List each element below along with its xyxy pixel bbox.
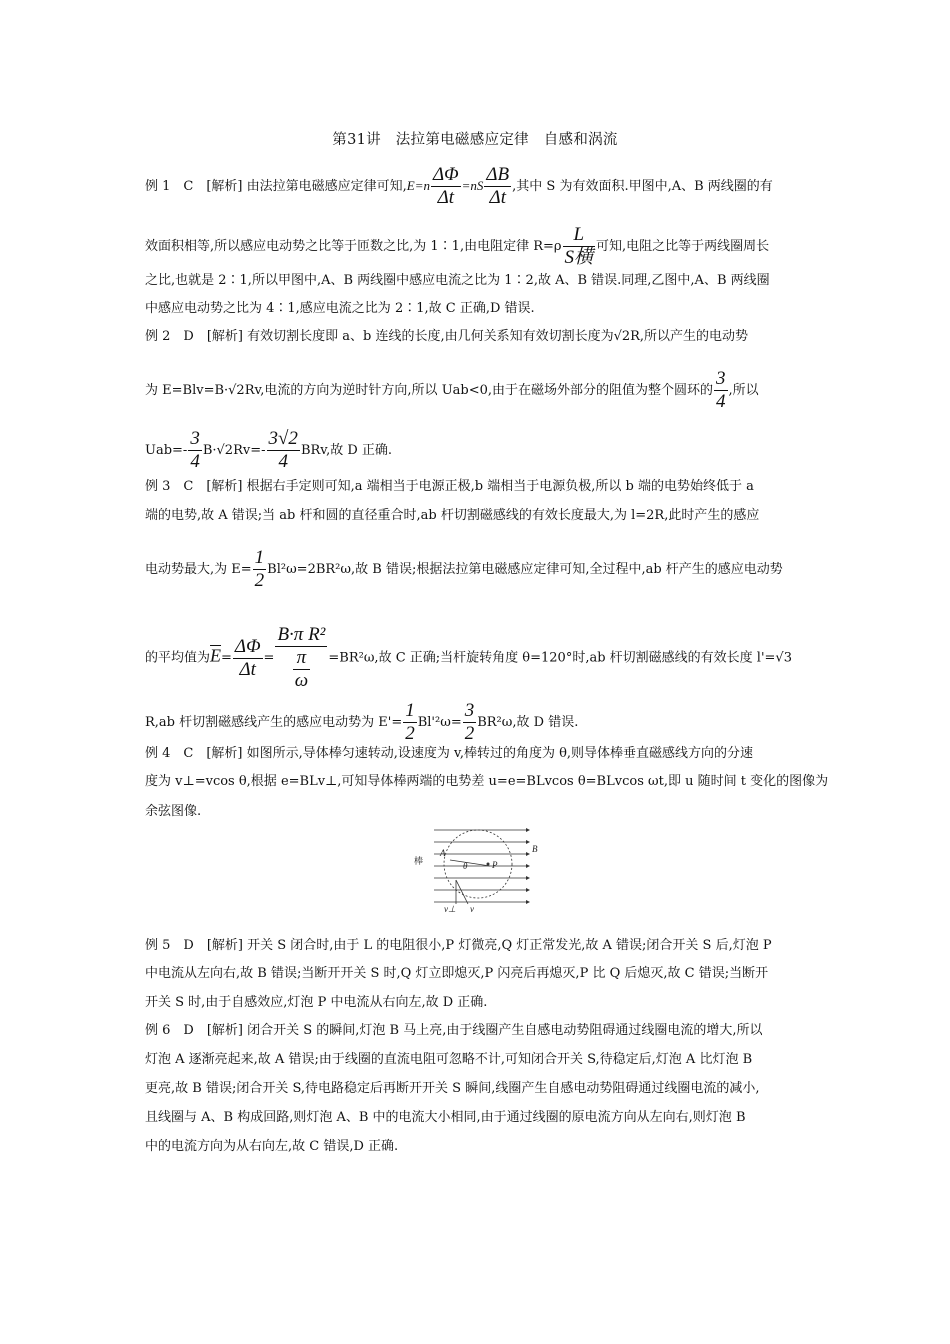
ex3-line-3 — [145, 547, 815, 592]
ex3-text-3b: Bl²ω=2BR²ω,故 B 错误;根据法拉第电磁感应定律可知,全过程中,ab 杆产生的感应电动势 — [267, 562, 783, 577]
ex3-text-5c: BR²ω,故 D 错误. — [477, 715, 579, 730]
ex4-line-2: 度为 v⊥=vcos θ,根据 e=BLv⊥,可知导体棒两端的电势差 u=e=BLvcos θ=BLvcos ωt,即 u 随时间 t 变化的图像为 — [145, 774, 829, 789]
frac-numerator: 3√2 — [268, 428, 298, 449]
rod-line — [450, 860, 490, 866]
frac-denominator: 4 — [716, 391, 726, 412]
rotating-rod-figure — [408, 824, 548, 916]
ex2-line-1: 例 2 D [解析] 有效切割长度即 a、b 连线的长度,由几何关系知有效切割长度为√2R,所以产生的电动势 — [145, 329, 749, 344]
ex1-frac-L-S — [563, 224, 596, 269]
frac-denominator: ω — [294, 670, 309, 691]
frac-denominator: 4 — [190, 451, 200, 472]
arrow-head — [526, 900, 530, 904]
ex1-text-2b: 可知,电阻之比等于两线圈周长 — [596, 239, 770, 254]
ex3-frac-3-2 — [463, 700, 477, 745]
ex3-frac-complex — [275, 624, 327, 692]
ex4-line-1: 例 4 C [解析] 如图所示,导体棒匀速转动,设速度为 v,棒转过的角度为 θ,则导体棒垂直磁感线方向的分速 — [145, 746, 754, 761]
ex2-text-3b: B·√2Rv=- — [202, 443, 266, 458]
label-P: P — [492, 860, 498, 870]
ex3-text-5a: R,ab 杆切割磁感线产生的感应电动势为 E'= — [145, 715, 403, 730]
ex1-frac-dphi-dt — [431, 164, 461, 209]
ex6-line-4: 且线圈与 A、B 构成回路,则灯泡 A、B 中的电流大小相同,由于通过线圈的原电流方向从左向右,则灯泡 B — [145, 1110, 746, 1125]
ex3-frac-pi-omega — [291, 647, 312, 692]
ex3-text-4a: 的平均值为 — [145, 650, 211, 666]
label-theta: θ — [463, 861, 468, 871]
ex1-text-2a: 效面积相等,所以感应电动势之比等于匝数之比,为 1∶1,由电阻定律 R=ρ — [145, 239, 562, 254]
ex3-Ebar: $\overline{E}$ — [210, 645, 222, 666]
arrow-head — [526, 852, 530, 856]
ex1-E-eq: E=n — [406, 178, 430, 193]
ex5-line-2: 中电流从左向右,故 B 错误;当断开开关 S 时,Q 灯立即熄灭,P 闪亮后再熄灭,P 比 Q 后熄灭,故 C 错误;当断开 — [145, 966, 769, 981]
ex1-frac-db-dt — [484, 164, 511, 209]
ex2-line-3 — [145, 428, 815, 473]
frac-numerator: ΔΦ — [432, 164, 459, 185]
frac-denominator: Δt — [437, 187, 455, 208]
ex3-eq: = — [221, 650, 232, 666]
ex3-frac-dphi-dt — [233, 636, 263, 681]
point-P — [487, 863, 490, 866]
ex5-line-3: 开关 S 时,由于自感效应,灯泡 P 中电流从右向左,故 D 正确. — [145, 995, 488, 1010]
ex1-line-4: 中感应电动势之比为 4∶1,感应电流之比为 2∶1,故 C 正确,D 错误. — [145, 301, 535, 316]
label-rod: 棒 — [414, 856, 424, 866]
ex2-text-3c: BRv,故 D 正确. — [300, 443, 393, 458]
frac-numerator: ΔΦ — [234, 635, 261, 657]
frac-numerator: 3 — [190, 428, 200, 449]
page-title: 第31讲 法拉第电磁感应定律 自感和涡流 — [332, 132, 618, 148]
ex6-line-2: 灯泡 A 逐渐亮起来,故 A 错误;由于线圈的直流电阻可忽略不计,可知闭合开关 S,待稳定后,灯泡 A 比灯泡 B — [145, 1052, 753, 1067]
frac-numerator: 1 — [405, 700, 415, 721]
ex1-line-1 — [145, 164, 815, 209]
velocity-vector — [456, 880, 468, 904]
ex6-line-3: 更亮,故 B 错误;闭合开关 S,待电路稳定后再断开开关 S 瞬间,线圈产生自感电动势阻碍通过线圈电流的减小, — [145, 1081, 760, 1096]
ex2-text-2a: 为 E=Blv=B·√2Rv,电流的方向为逆时针方向,所以 Uab<0,由于在磁场外部分的阻值为整个圆环的 — [145, 383, 714, 398]
frac-denominator: 2 — [254, 570, 265, 591]
ex1-eq-nS: =nS — [461, 178, 484, 193]
label-v: v — [470, 904, 474, 914]
ex2-frac-3root2-4 — [267, 428, 300, 473]
frac-numerator: 3 — [464, 700, 475, 721]
ex2-frac-3-4 — [714, 368, 728, 413]
ex5-line-1: 例 5 D [解析] 开关 S 闭合时,由于 L 的电阻很小,P 灯微亮,Q 灯正常发光,故 A 错误;闭合开关 S 后,灯泡 P — [145, 938, 772, 953]
ex3-eq2: = — [263, 650, 275, 666]
frac-denominator: Δt — [489, 187, 506, 208]
ex2-text-2b: ,所以 — [728, 383, 759, 398]
arrow-head — [526, 828, 530, 832]
frac-denominator: 4 — [278, 451, 288, 472]
arrow-head — [526, 864, 530, 868]
frac-numerator: ΔB — [486, 164, 510, 185]
frac-denominator: 2 — [405, 723, 415, 744]
frac-numerator: 1 — [254, 547, 265, 568]
ex1-text-1a: 例 1 C [解析] 由法拉第电磁感应定律可知, — [145, 179, 407, 194]
frac-denominator: Δt — [239, 658, 256, 680]
frac-numerator: π — [293, 647, 310, 670]
ex2-text-3a: Uab=- — [145, 443, 188, 458]
ex2-line-2 — [145, 368, 815, 413]
ex3-line-1: 例 3 C [解析] 根据右手定则可知,a 端相当于电源正极,b 端相当于电源负极,所以 b 端的电势始终低于 a — [145, 479, 754, 494]
ex3-frac-1-2 — [253, 547, 267, 592]
ex2-frac-3-4b — [188, 428, 202, 473]
ex3-line-2: 端的电势,故 A 错误;当 ab 杆和圆的直径重合时,ab 杆切割磁感线的有效长度最大,为 l=2R,此时产生的感应 — [145, 508, 760, 523]
ex3-line-4 — [145, 624, 815, 692]
ex1-text-1b: ,其中 S 为有效面积.甲图中,A、B 两线圈的有 — [512, 179, 773, 194]
frac-numerator: L — [563, 224, 596, 247]
ex3-text-5b: Bl'²ω= — [417, 715, 462, 730]
label-A: A — [440, 848, 446, 858]
ex4-line-3: 余弦图像. — [145, 804, 202, 819]
ex3-text-4b: =BR²ω,故 C 正确;当杆旋转角度 θ=120°时,ab 杆切割磁感线的有效长度 l'=√3 — [328, 650, 792, 666]
frac-denominator: 2 — [464, 723, 475, 744]
ex3-text-3a: 电动势最大,为 E= — [145, 562, 252, 577]
frac-numerator: B·π R² — [277, 624, 326, 645]
arrow-head — [526, 876, 530, 880]
label-vperp: v⊥ — [444, 904, 456, 914]
ex3-frac-1-2b — [403, 700, 417, 745]
arrow-head — [526, 888, 530, 892]
ex6-line-1: 例 6 D [解析] 闭合开关 S 的瞬间,灯泡 B 马上亮,由于线圈产生自感电动势阻碍通过线圈电流的增大,所以 — [145, 1023, 763, 1038]
frac-denominator: S横 — [564, 247, 594, 268]
frac-numerator: 3 — [716, 368, 726, 389]
ex3-line-5 — [145, 700, 815, 745]
label-B: B — [532, 844, 538, 854]
ex1-line-2 — [145, 224, 815, 269]
ex1-line-3: 之比,也就是 2∶1,所以甲图中,A、B 两线圈中感应电流之比为 1∶2,故 A、B 错误.同理,乙图中,A、B 两线圈 — [145, 273, 770, 288]
ex6-line-5: 中的电流方向为从右向左,故 C 错误,D 正确. — [145, 1139, 399, 1154]
arrow-head — [526, 840, 530, 844]
